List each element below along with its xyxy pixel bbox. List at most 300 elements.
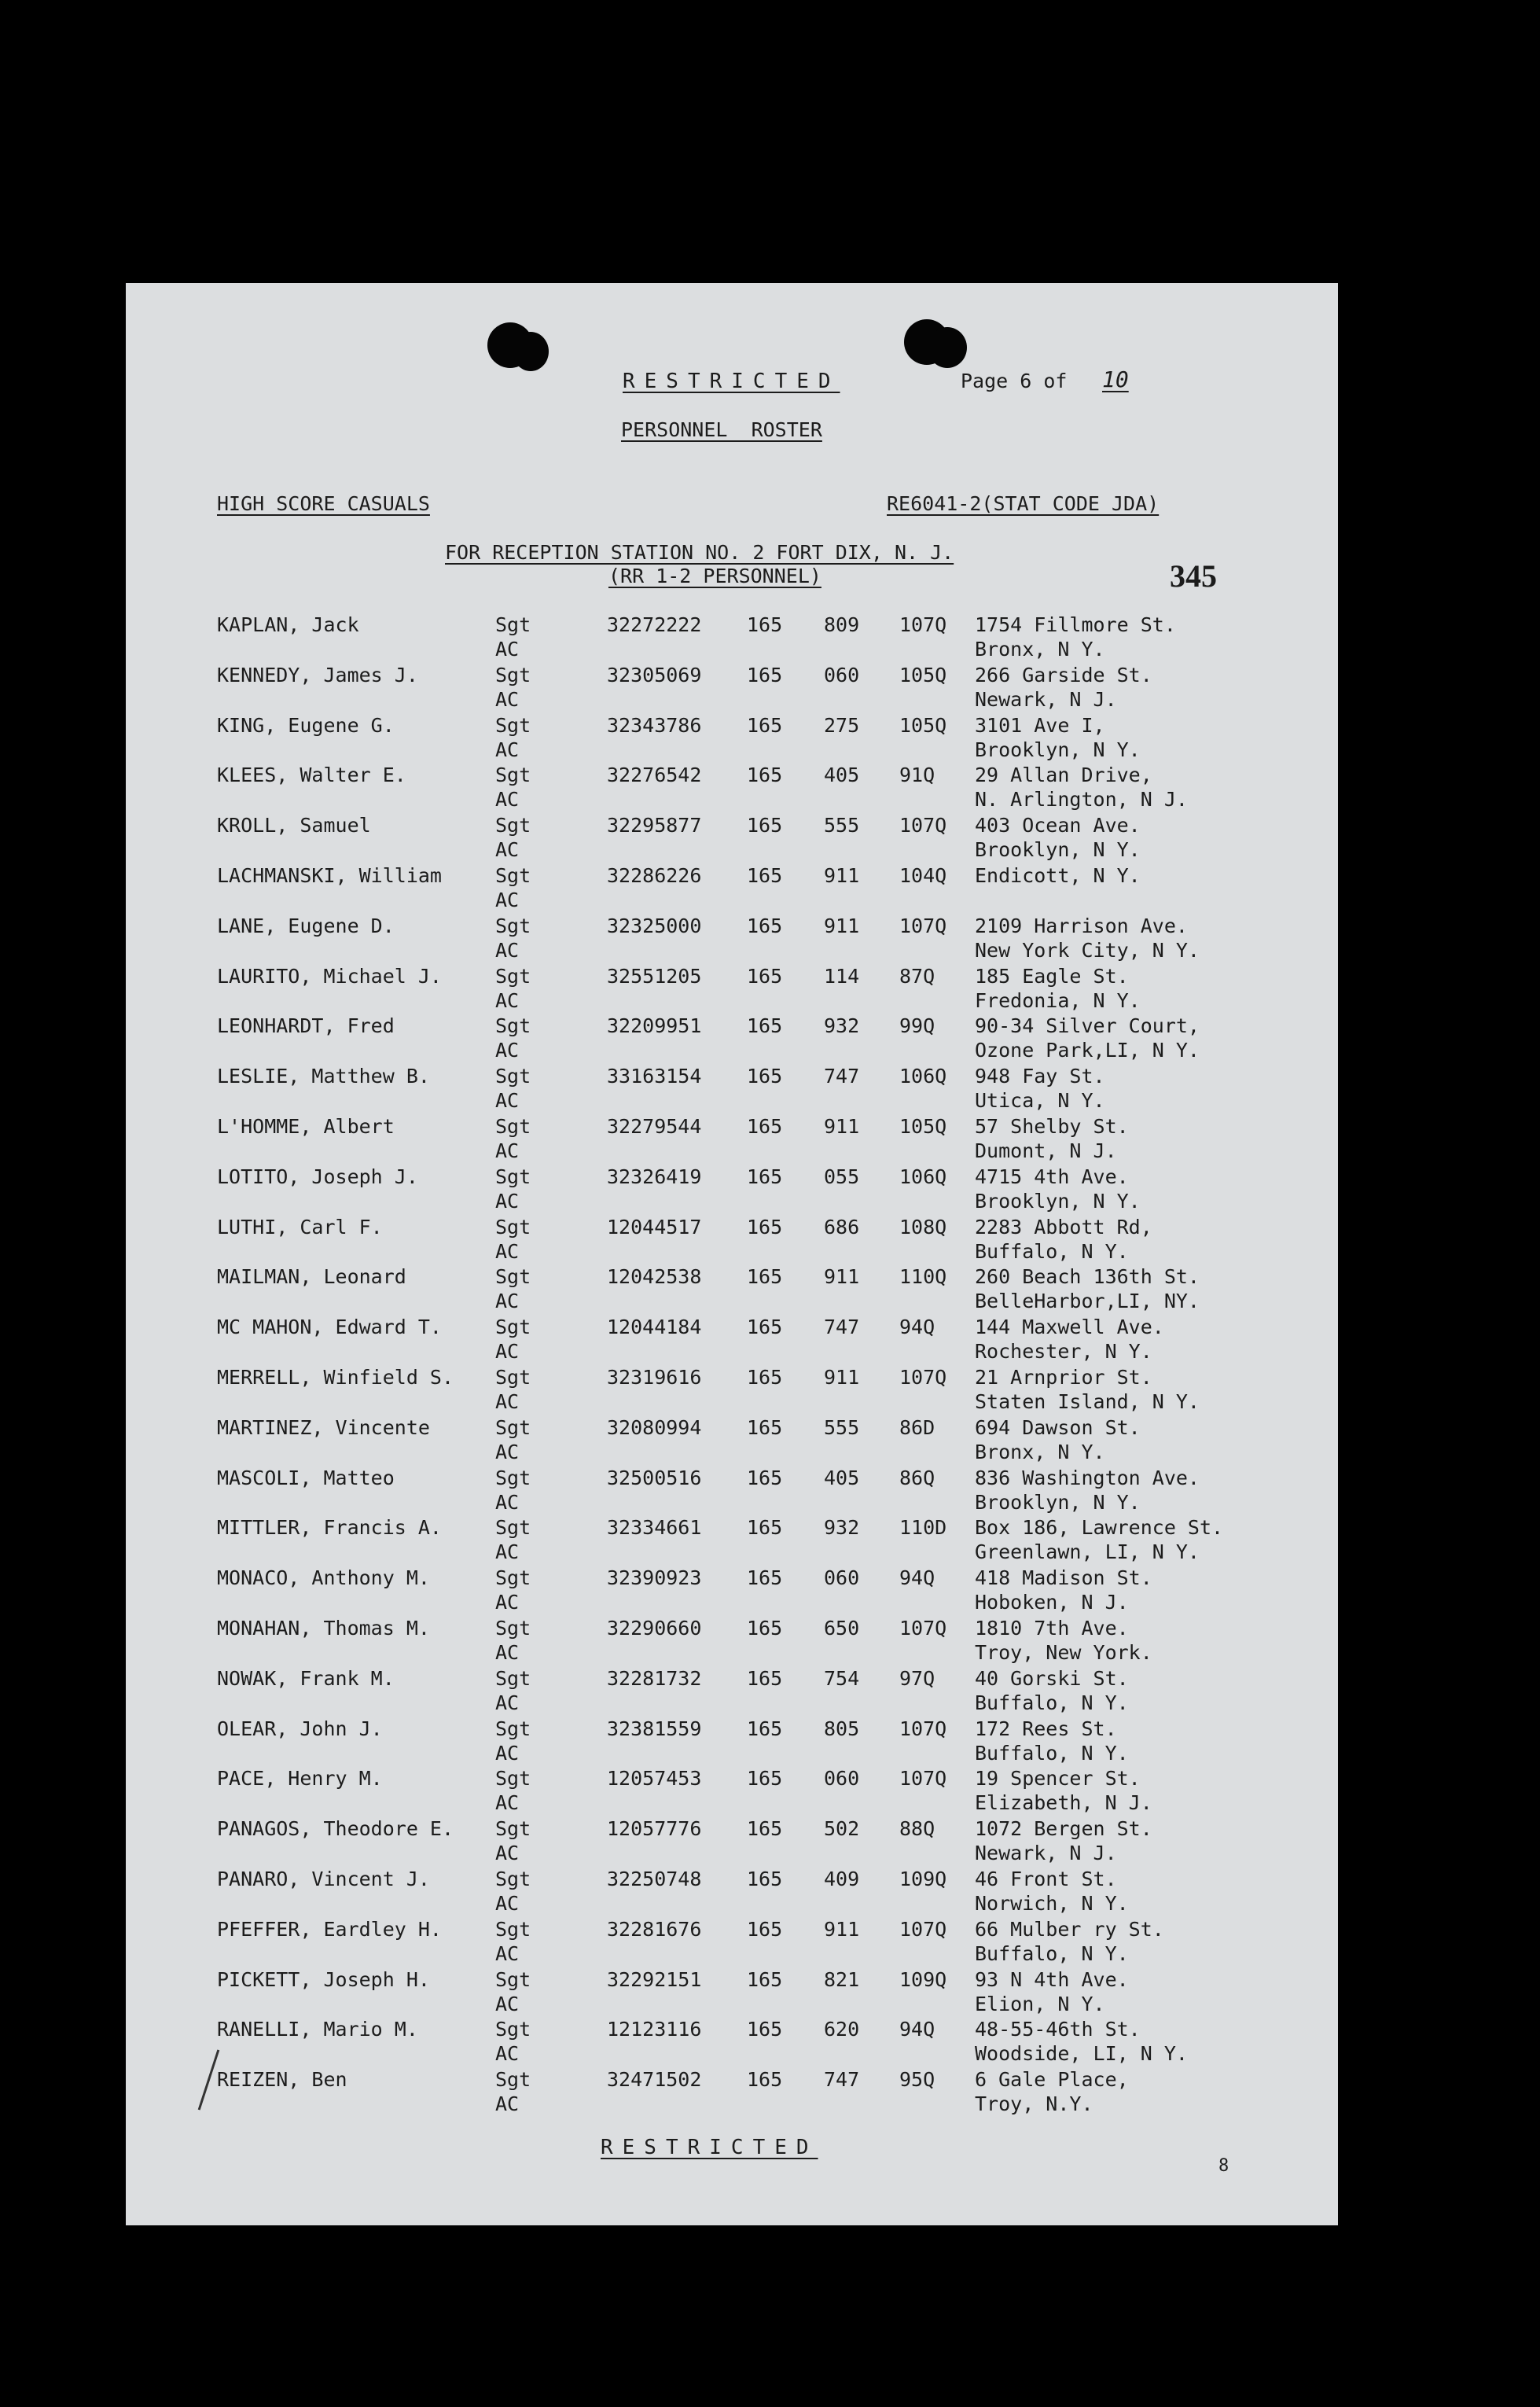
entry-code-1: 165 <box>747 1115 783 1138</box>
entry-rank: Sgt <box>495 764 531 786</box>
entry-serial-number: 12123116 <box>607 2018 702 2041</box>
roster-row <box>126 1115 1338 1165</box>
roster-row <box>126 1416 1338 1467</box>
entry-address-line-2: Bronx, N Y. <box>975 638 1105 661</box>
entry-serial-number: 32325000 <box>607 915 702 937</box>
entry-rank: Sgt <box>495 1767 531 1790</box>
restricted-footer: RESTRICTED <box>601 2136 818 2159</box>
entry-address-line-1: 836 Washington Ave. <box>975 1467 1200 1489</box>
entry-code-1: 165 <box>747 1467 783 1489</box>
entry-code-2: 060 <box>824 1767 860 1790</box>
page-total: 10 <box>1102 366 1129 392</box>
entry-address-line-1: 1754 Fillmore St. <box>975 613 1176 636</box>
entry-rank: Sgt <box>495 1918 531 1941</box>
stamp-number: 345 <box>1170 558 1217 594</box>
entry-rank: Sgt <box>495 1566 531 1589</box>
entry-serial-number: 32080994 <box>607 1416 702 1439</box>
entry-serial-number: 32281676 <box>607 1918 702 1941</box>
entry-rank: Sgt <box>495 1467 531 1489</box>
entry-address-line-1: 29 Allan Drive, <box>975 764 1152 786</box>
entry-code-1: 165 <box>747 1717 783 1740</box>
entry-code-1: 165 <box>747 1968 783 1991</box>
entry-rank: Sgt <box>495 1265 531 1288</box>
entry-code-3: 107Q <box>899 814 947 837</box>
entry-branch: AC <box>495 939 520 962</box>
entry-name: PFEFFER, Eardley H. <box>217 1918 442 1941</box>
roster-row <box>126 2018 1338 2068</box>
entry-serial-number: 32334661 <box>607 1516 702 1539</box>
entry-address-line-2: Buffalo, N Y. <box>975 1742 1129 1765</box>
entry-branch: AC <box>495 2092 520 2115</box>
entry-code-1: 165 <box>747 1767 783 1790</box>
entry-rank: Sgt <box>495 1366 531 1389</box>
entry-code-2: 555 <box>824 814 860 837</box>
entry-name: LUTHI, Carl F. <box>217 1216 383 1238</box>
entry-code-1: 165 <box>747 864 783 887</box>
entry-code-3: 91Q <box>899 764 935 786</box>
entry-rank: Sgt <box>495 714 531 737</box>
roster-row <box>126 1516 1338 1566</box>
entry-name: KROLL, Samuel <box>217 814 371 837</box>
roster-row <box>126 1717 1338 1768</box>
stat-code-heading: RE6041-2(STAT CODE JDA) <box>887 492 1160 515</box>
roster-row <box>126 915 1338 965</box>
roster-group-heading: HIGH SCORE CASUALS <box>217 492 430 515</box>
entry-code-1: 165 <box>747 1566 783 1589</box>
roster-row <box>126 1014 1338 1065</box>
entry-serial-number: 33163154 <box>607 1065 702 1088</box>
entry-serial-number: 32319616 <box>607 1366 702 1389</box>
entry-code-1: 165 <box>747 1617 783 1640</box>
entry-address-line-2: Ozone Park,LI, N Y. <box>975 1039 1200 1062</box>
entry-address-line-2: Utica, N Y. <box>975 1089 1105 1112</box>
entry-serial-number: 32381559 <box>607 1717 702 1740</box>
entry-address-line-1: 57 Shelby St. <box>975 1115 1129 1138</box>
entry-branch: AC <box>495 1290 520 1312</box>
entry-code-3: 105Q <box>899 1115 947 1138</box>
entry-name: OLEAR, John J. <box>217 1717 383 1740</box>
entry-address-line-1: 185 Eagle St. <box>975 965 1129 988</box>
entry-branch: AC <box>495 1491 520 1514</box>
entry-code-2: 911 <box>824 1918 860 1941</box>
entry-rank: Sgt <box>495 1216 531 1238</box>
entry-serial-number: 32551205 <box>607 965 702 988</box>
entry-name: KLEES, Walter E. <box>217 764 406 786</box>
entry-code-3: 107Q <box>899 1717 947 1740</box>
entry-name: RANELLI, Mario M. <box>217 2018 418 2041</box>
entry-serial-number: 32390923 <box>607 1566 702 1589</box>
entry-address-line-2: Woodside, LI, N Y. <box>975 2042 1188 2065</box>
roster-row <box>126 2068 1338 2118</box>
entry-address-line-1: 2109 Harrison Ave. <box>975 915 1188 937</box>
roster-title: PERSONNEL ROSTER <box>621 418 822 441</box>
entry-branch: AC <box>495 989 520 1012</box>
entry-code-1: 165 <box>747 1316 783 1338</box>
entry-code-2: 911 <box>824 915 860 937</box>
entry-code-2: 405 <box>824 1467 860 1489</box>
entry-code-2: 932 <box>824 1014 860 1037</box>
entry-address-line-2: Brooklyn, N Y. <box>975 1190 1141 1213</box>
entry-code-1: 165 <box>747 1014 783 1037</box>
entry-name: MC MAHON, Edward T. <box>217 1316 442 1338</box>
entry-address-line-1: 19 Spencer St. <box>975 1767 1141 1790</box>
roster-row <box>126 1918 1338 1968</box>
entry-code-2: 911 <box>824 1265 860 1288</box>
entry-name: LEONHARDT, Fred <box>217 1014 395 1037</box>
entry-address-line-1: 266 Garside St. <box>975 664 1152 686</box>
roster-sheet <box>126 283 1338 2225</box>
entry-code-1: 165 <box>747 1667 783 1690</box>
page-label: Page 6 of <box>961 370 1068 392</box>
entry-serial-number: 32292151 <box>607 1968 702 1991</box>
entry-code-2: 114 <box>824 965 860 988</box>
entry-code-1: 165 <box>747 2018 783 2041</box>
entry-branch: AC <box>495 1742 520 1765</box>
entry-address-line-2: Buffalo, N Y. <box>975 1691 1129 1714</box>
entry-address-line-1: 40 Gorski St. <box>975 1667 1129 1690</box>
entry-serial-number: 32326419 <box>607 1165 702 1188</box>
entry-branch: AC <box>495 838 520 861</box>
roster-row <box>126 1216 1338 1266</box>
entry-code-1: 165 <box>747 915 783 937</box>
entry-address-line-2: BelleHarbor,LI, NY. <box>975 1290 1200 1312</box>
entry-code-2: 275 <box>824 714 860 737</box>
entry-serial-number: 12057776 <box>607 1817 702 1840</box>
entry-code-2: 911 <box>824 1366 860 1389</box>
roster-row <box>126 664 1338 714</box>
entry-code-1: 165 <box>747 1817 783 1840</box>
entry-address-line-2: Brooklyn, N Y. <box>975 1491 1141 1514</box>
entry-name: L'HOMME, Albert <box>217 1115 395 1138</box>
entry-code-1: 165 <box>747 1216 783 1238</box>
entry-branch: AC <box>495 1591 520 1614</box>
entry-serial-number: 12044184 <box>607 1316 702 1338</box>
entry-branch: AC <box>495 1892 520 1915</box>
entry-code-2: 805 <box>824 1717 860 1740</box>
roster-row <box>126 1566 1338 1617</box>
entry-code-1: 165 <box>747 1918 783 1941</box>
roster-row <box>126 1316 1338 1366</box>
entry-address-line-1: 418 Madison St. <box>975 1566 1152 1589</box>
entry-branch: AC <box>495 1942 520 1965</box>
entry-code-1: 165 <box>747 2068 783 2091</box>
personnel-subline: (RR 1-2 PERSONNEL) <box>608 565 821 587</box>
entry-address-line-2: Troy, New York. <box>975 1641 1152 1664</box>
entry-code-3: 109Q <box>899 1868 947 1890</box>
entry-code-2: 650 <box>824 1617 860 1640</box>
entry-rank: Sgt <box>495 1416 531 1439</box>
entry-code-3: 86Q <box>899 1467 935 1489</box>
entry-address-line-2: Troy, N.Y. <box>975 2092 1093 2115</box>
entry-address-line-2: Rochester, N Y. <box>975 1340 1152 1363</box>
entry-code-1: 165 <box>747 814 783 837</box>
entry-address-line-2: Bronx, N Y. <box>975 1441 1105 1463</box>
entry-address-line-1: 1810 7th Ave. <box>975 1617 1129 1640</box>
entry-code-3: 107Q <box>899 915 947 937</box>
entry-address-line-2: Norwich, N Y. <box>975 1892 1129 1915</box>
entry-name: KING, Eugene G. <box>217 714 395 737</box>
entry-code-1: 165 <box>747 664 783 686</box>
entry-branch: AC <box>495 1441 520 1463</box>
entry-serial-number: 32471502 <box>607 2068 702 2091</box>
entry-code-3: 110D <box>899 1516 947 1539</box>
entry-branch: AC <box>495 1039 520 1062</box>
entry-code-1: 165 <box>747 965 783 988</box>
entry-address-line-1: 6 Gale Place, <box>975 2068 1129 2091</box>
entry-name: MONAHAN, Thomas M. <box>217 1617 430 1640</box>
entry-code-2: 747 <box>824 2068 860 2091</box>
entry-code-2: 911 <box>824 1115 860 1138</box>
entry-branch: AC <box>495 1139 520 1162</box>
entry-rank: Sgt <box>495 1617 531 1640</box>
entry-branch: AC <box>495 1390 520 1413</box>
entry-code-3: 106Q <box>899 1065 947 1088</box>
entry-address-line-1: Box 186, Lawrence St. <box>975 1516 1224 1539</box>
entry-branch: AC <box>495 688 520 711</box>
entry-serial-number: 32290660 <box>607 1617 702 1640</box>
entry-serial-number: 32305069 <box>607 664 702 686</box>
entry-code-2: 555 <box>824 1416 860 1439</box>
entry-code-2: 055 <box>824 1165 860 1188</box>
entry-code-2: 686 <box>824 1216 860 1238</box>
entry-code-2: 060 <box>824 1566 860 1589</box>
entry-address-line-2: Newark, N J. <box>975 688 1117 711</box>
roster-row <box>126 613 1338 664</box>
entry-code-3: 105Q <box>899 714 947 737</box>
entry-code-3: 97Q <box>899 1667 935 1690</box>
entry-name: NOWAK, Frank M. <box>217 1667 395 1690</box>
entry-serial-number: 12042538 <box>607 1265 702 1288</box>
entry-rank: Sgt <box>495 915 531 937</box>
entry-address-line-2: Dumont, N J. <box>975 1139 1117 1162</box>
entry-branch: AC <box>495 1691 520 1714</box>
entry-rank: Sgt <box>495 2068 531 2091</box>
entry-rank: Sgt <box>495 664 531 686</box>
entry-serial-number: 32276542 <box>607 764 702 786</box>
entry-name: LESLIE, Matthew B. <box>217 1065 430 1088</box>
entry-address-line-1: 403 Ocean Ave. <box>975 814 1141 837</box>
entry-serial-number: 32272222 <box>607 613 702 636</box>
entry-address-line-2: Staten Island, N Y. <box>975 1390 1200 1413</box>
entry-address-line-1: 4715 4th Ave. <box>975 1165 1129 1188</box>
station-line: FOR RECEPTION STATION NO. 2 FORT DIX, N. J. <box>445 541 954 564</box>
entry-branch: AC <box>495 1089 520 1112</box>
roster-row <box>126 965 1338 1015</box>
entry-code-1: 165 <box>747 1366 783 1389</box>
entry-code-3: 86D <box>899 1416 935 1439</box>
entry-name: MITTLER, Francis A. <box>217 1516 442 1539</box>
entry-rank: Sgt <box>495 1165 531 1188</box>
entry-code-3: 94Q <box>899 2018 935 2041</box>
entry-address-line-2: Hoboken, N J. <box>975 1591 1129 1614</box>
entry-serial-number: 12057453 <box>607 1767 702 1790</box>
entry-code-3: 99Q <box>899 1014 935 1037</box>
entry-rank: Sgt <box>495 1516 531 1539</box>
entry-code-3: 105Q <box>899 664 947 686</box>
entry-address-line-2: New York City, N Y. <box>975 939 1200 962</box>
entry-name: LAURITO, Michael J. <box>217 965 442 988</box>
entry-rank: Sgt <box>495 1968 531 1991</box>
entry-code-2: 809 <box>824 613 860 636</box>
entry-name: MARTINEZ, Vincente <box>217 1416 430 1439</box>
entry-rank: Sgt <box>495 864 531 887</box>
entry-serial-number: 32281732 <box>607 1667 702 1690</box>
entry-name: REIZEN, Ben <box>217 2068 347 2091</box>
entry-serial-number: 32295877 <box>607 814 702 837</box>
entry-name: MAILMAN, Leonard <box>217 1265 406 1288</box>
entry-name: LOTITO, Joseph J. <box>217 1165 418 1188</box>
entry-code-3: 104Q <box>899 864 947 887</box>
entry-address-line-1: 46 Front St. <box>975 1868 1117 1890</box>
entry-code-3: 106Q <box>899 1165 947 1188</box>
punch-hole <box>928 327 967 368</box>
roster-row <box>126 814 1338 864</box>
roster-row <box>126 1968 1338 2019</box>
entry-branch: AC <box>495 2042 520 2065</box>
entry-code-3: 108Q <box>899 1216 947 1238</box>
entry-branch: AC <box>495 1993 520 2015</box>
entry-address-line-1: 1072 Bergen St. <box>975 1817 1152 1840</box>
roster-row <box>126 764 1338 814</box>
entry-serial-number: 32209951 <box>607 1014 702 1037</box>
entry-rank: Sgt <box>495 1717 531 1740</box>
entry-code-1: 165 <box>747 1065 783 1088</box>
entry-code-3: 87Q <box>899 965 935 988</box>
entry-name: PANAGOS, Theodore E. <box>217 1817 454 1840</box>
roster-row <box>126 1467 1338 1517</box>
entry-name: LANE, Eugene D. <box>217 915 395 937</box>
entry-name: MERRELL, Winfield S. <box>217 1366 454 1389</box>
entry-code-2: 747 <box>824 1316 860 1338</box>
entry-address-line-2: Buffalo, N Y. <box>975 1240 1129 1263</box>
roster-row <box>126 1767 1338 1817</box>
entry-code-3: 109Q <box>899 1968 947 1991</box>
entry-name: KENNEDY, James J. <box>217 664 418 686</box>
entry-address-line-2: Elion, N Y. <box>975 1993 1105 2015</box>
entry-address-line-2: Brooklyn, N Y. <box>975 738 1141 761</box>
entry-name: KAPLAN, Jack <box>217 613 359 636</box>
entry-rank: Sgt <box>495 1316 531 1338</box>
entry-code-2: 502 <box>824 1817 860 1840</box>
entry-code-1: 165 <box>747 1165 783 1188</box>
entry-address-line-2: Greenlawn, LI, N Y. <box>975 1540 1200 1563</box>
entry-branch: AC <box>495 1791 520 1814</box>
entry-code-2: 620 <box>824 2018 860 2041</box>
entry-name: MASCOLI, Matteo <box>217 1467 395 1489</box>
entry-code-3: 107Q <box>899 1918 947 1941</box>
entry-code-2: 911 <box>824 864 860 887</box>
entry-rank: Sgt <box>495 613 531 636</box>
entry-code-2: 060 <box>824 664 860 686</box>
entry-name: PACE, Henry M. <box>217 1767 383 1790</box>
entry-branch: AC <box>495 1340 520 1363</box>
entry-name: PICKETT, Joseph H. <box>217 1968 430 1991</box>
entry-address-line-1: 3101 Ave I, <box>975 714 1105 737</box>
roster-row <box>126 714 1338 764</box>
entry-address-line-2: N. Arlington, N J. <box>975 788 1188 811</box>
entry-rank: Sgt <box>495 1065 531 1088</box>
roster-row <box>126 1667 1338 1717</box>
entry-code-3: 107Q <box>899 1767 947 1790</box>
entry-address-line-1: 90-34 Silver Court, <box>975 1014 1200 1037</box>
entry-branch: AC <box>495 738 520 761</box>
entry-code-3: 88Q <box>899 1817 935 1840</box>
entry-branch: AC <box>495 638 520 661</box>
entry-branch: AC <box>495 1641 520 1664</box>
corner-mark: 8 <box>1218 2156 1229 2176</box>
entry-address-line-2: Newark, N J. <box>975 1842 1117 1864</box>
entry-address-line-1: Endicott, N Y. <box>975 864 1141 887</box>
entry-branch: AC <box>495 788 520 811</box>
entry-code-2: 821 <box>824 1968 860 1991</box>
entry-address-line-1: 172 Rees St. <box>975 1717 1117 1740</box>
restricted-header: RESTRICTED <box>623 370 840 393</box>
entry-serial-number: 32279544 <box>607 1115 702 1138</box>
entry-name: MONACO, Anthony M. <box>217 1566 430 1589</box>
entry-code-3: 110Q <box>899 1265 947 1288</box>
entry-name: PANARO, Vincent J. <box>217 1868 430 1890</box>
roster-row <box>126 1868 1338 1918</box>
entry-rank: Sgt <box>495 1014 531 1037</box>
entry-rank: Sgt <box>495 1667 531 1690</box>
entry-rank: Sgt <box>495 1115 531 1138</box>
entry-address-line-1: 260 Beach 136th St. <box>975 1265 1200 1288</box>
entry-serial-number: 32250748 <box>607 1868 702 1890</box>
entry-code-1: 165 <box>747 1516 783 1539</box>
entry-address-line-1: 66 Mulber ry St. <box>975 1918 1164 1941</box>
entry-code-1: 165 <box>747 1416 783 1439</box>
entry-branch: AC <box>495 889 520 911</box>
entry-rank: Sgt <box>495 814 531 837</box>
entry-code-3: 94Q <box>899 1316 935 1338</box>
entry-branch: AC <box>495 1240 520 1263</box>
entry-address-line-1: 2283 Abbott Rd, <box>975 1216 1152 1238</box>
entry-code-1: 165 <box>747 1868 783 1890</box>
entry-rank: Sgt <box>495 2018 531 2041</box>
entry-serial-number: 32500516 <box>607 1467 702 1489</box>
entry-code-1: 165 <box>747 613 783 636</box>
entry-address-line-1: 21 Arnprior St. <box>975 1366 1152 1389</box>
entry-rank: Sgt <box>495 965 531 988</box>
roster-row <box>126 1366 1338 1416</box>
entry-address-line-2: Brooklyn, N Y. <box>975 838 1141 861</box>
roster-row <box>126 1065 1338 1115</box>
entry-code-1: 165 <box>747 714 783 737</box>
roster-row <box>126 1817 1338 1868</box>
entry-code-2: 409 <box>824 1868 860 1890</box>
entry-code-2: 405 <box>824 764 860 786</box>
entry-address-line-1: 144 Maxwell Ave. <box>975 1316 1164 1338</box>
entry-branch: AC <box>495 1190 520 1213</box>
entry-address-line-1: 93 N 4th Ave. <box>975 1968 1129 1991</box>
roster-row <box>126 1617 1338 1667</box>
entry-address-line-2: Fredonia, N Y. <box>975 989 1141 1012</box>
entry-address-line-2: Buffalo, N Y. <box>975 1942 1129 1965</box>
roster-row <box>126 864 1338 915</box>
entry-branch: AC <box>495 1842 520 1864</box>
entry-code-2: 932 <box>824 1516 860 1539</box>
entry-name: LACHMANSKI, William <box>217 864 442 887</box>
entry-address-line-1: 694 Dawson St. <box>975 1416 1141 1439</box>
punch-hole <box>513 332 549 371</box>
entry-code-2: 754 <box>824 1667 860 1690</box>
roster-row <box>126 1165 1338 1216</box>
entry-code-1: 165 <box>747 764 783 786</box>
entry-address-line-1: 948 Fay St. <box>975 1065 1105 1088</box>
roster-row <box>126 1265 1338 1316</box>
entry-code-3: 107Q <box>899 1617 947 1640</box>
entry-address-line-2: Elizabeth, N J. <box>975 1791 1152 1814</box>
